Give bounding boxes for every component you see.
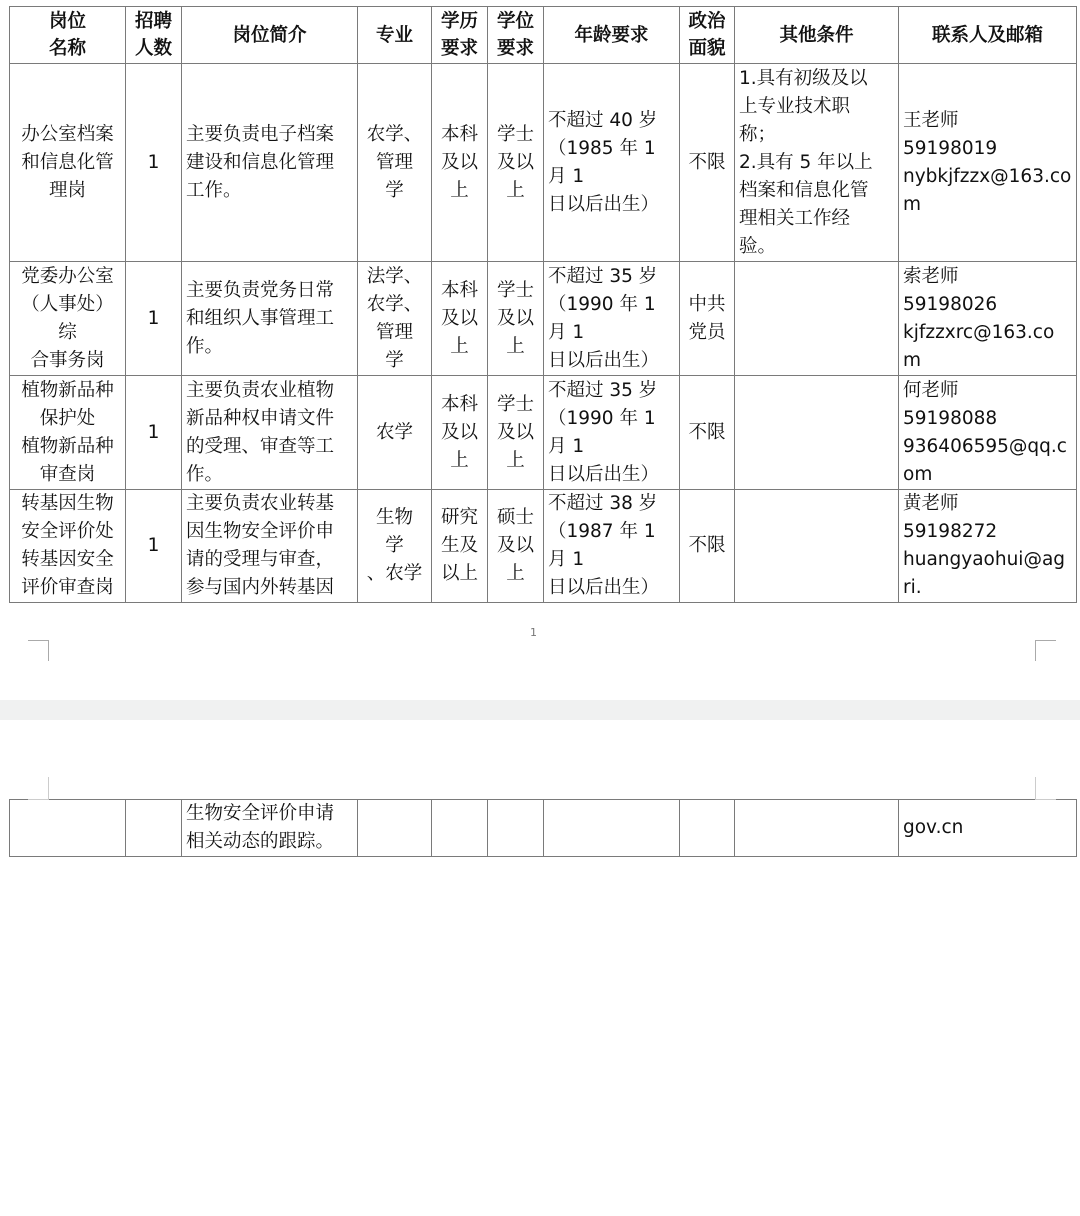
cell-major: 农学、 管理 学 — [358, 64, 432, 262]
cell-politics: 不限 — [680, 64, 735, 262]
cell-major: 生物 学 、农学 — [358, 490, 432, 603]
cell-intro: 主要负责农业植物 新品种权申请文件 的受理、审查等工 作。 — [182, 376, 358, 490]
cell-count — [126, 800, 182, 857]
cell-degree: 学士 及以 上 — [488, 376, 544, 490]
cell-contact: 王老师 59198019 nybkjfzzx@163.co m — [899, 64, 1077, 262]
cell-contact: 何老师 59198088 936406595@qq.c om — [899, 376, 1077, 490]
cell-age: 不超过 38 岁 （1987 年 1 月 1 日以后出生） — [544, 490, 680, 603]
recruitment-table — [9, 6, 1077, 603]
cell-major — [358, 800, 432, 857]
cell-intro: 生物安全评价申请 相关动态的跟踪。 — [182, 800, 358, 857]
page-break-gap — [0, 700, 1080, 720]
table-row — [10, 262, 1077, 376]
header-position-name: 岗位 名称 — [10, 7, 126, 64]
cell-other-conditions: 1.具有初级及以 上专业技术职 称； 2.具有 5 年以上 档案和信息化管 理相关工作经 验。 — [735, 64, 899, 262]
cell-contact: 索老师 59198026 kjfzzxrc@163.com — [899, 262, 1077, 376]
table-row — [10, 376, 1077, 490]
cell-count: 1 — [126, 376, 182, 490]
cell-other-conditions — [735, 490, 899, 603]
cell-politics: 不限 — [680, 376, 735, 490]
document-page-2 — [0, 720, 1080, 1216]
cell-degree: 学士 及以 上 — [488, 262, 544, 376]
table-row — [10, 800, 1077, 857]
table-row — [10, 490, 1077, 603]
table-row — [10, 64, 1077, 262]
cell-age: 不超过 35 岁 （1990 年 1 月 1 日以后出生） — [544, 376, 680, 490]
cell-education — [432, 800, 488, 857]
cell-count: 1 — [126, 64, 182, 262]
cell-degree: 学士 及以 上 — [488, 64, 544, 262]
cell-politics: 中共 党员 — [680, 262, 735, 376]
cell-intro: 主要负责党务日常 和组织人事管理工 作。 — [182, 262, 358, 376]
cell-position-name: 转基因生物 安全评价处 转基因安全 评价审查岗 — [10, 490, 126, 603]
page-corner-mark — [28, 640, 49, 661]
page-corner-mark — [1035, 777, 1056, 800]
header-hiring-count: 招聘 人数 — [126, 7, 182, 64]
cell-politics — [680, 800, 735, 857]
cell-education: 本科 及以 上 — [432, 64, 488, 262]
header-position-intro: 岗位简介 — [182, 7, 358, 64]
cell-education: 本科 及以 上 — [432, 376, 488, 490]
cell-politics: 不限 — [680, 490, 735, 603]
cell-position-name: 办公室档案 和信息化管 理岗 — [10, 64, 126, 262]
cell-age: 不超过 35 岁 （1990 年 1 月 1 日以后出生） — [544, 262, 680, 376]
header-other-conditions: 其他条件 — [735, 7, 899, 64]
cell-major: 法学、 农学、 管理 学 — [358, 262, 432, 376]
cell-intro: 主要负责农业转基 因生物安全评价申 请的受理与审查， 参与国内外转基因 — [182, 490, 358, 603]
cell-other-conditions — [735, 262, 899, 376]
header-politics: 政治 面貌 — [680, 7, 735, 64]
cell-degree — [488, 800, 544, 857]
cell-count: 1 — [126, 490, 182, 603]
cell-position-name — [10, 800, 126, 857]
header-education: 学历 要求 — [432, 7, 488, 64]
cell-other-conditions — [735, 376, 899, 490]
cell-contact: 黄老师 59198272 huangyaohui@ag ri. — [899, 490, 1077, 603]
cell-degree: 硕士 及以 上 — [488, 490, 544, 603]
header-age: 年龄要求 — [544, 7, 680, 64]
header-contact: 联系人及邮箱 — [899, 7, 1077, 64]
table-header-row — [10, 7, 1077, 64]
cell-contact: gov.cn — [899, 800, 1077, 857]
header-major: 专业 — [358, 7, 432, 64]
cell-count: 1 — [126, 262, 182, 376]
cell-position-name: 植物新品种 保护处 植物新品种 审查岗 — [10, 376, 126, 490]
cell-age: 不超过 40 岁 （1985 年 1 月 1 日以后出生） — [544, 64, 680, 262]
cell-education: 本科 及以 上 — [432, 262, 488, 376]
cell-education: 研究 生及 以上 — [432, 490, 488, 603]
page-corner-mark — [28, 777, 49, 800]
cell-age — [544, 800, 680, 857]
cell-intro: 主要负责电子档案 建设和信息化管理 工作。 — [182, 64, 358, 262]
recruitment-table-continued — [9, 799, 1077, 857]
cell-position-name: 党委办公室 （人事处）综 合事务岗 — [10, 262, 126, 376]
cell-other-conditions — [735, 800, 899, 857]
page-corner-mark — [1035, 640, 1056, 661]
header-degree: 学位 要求 — [488, 7, 544, 64]
page-number: 1 — [530, 626, 537, 639]
cell-major: 农学 — [358, 376, 432, 490]
